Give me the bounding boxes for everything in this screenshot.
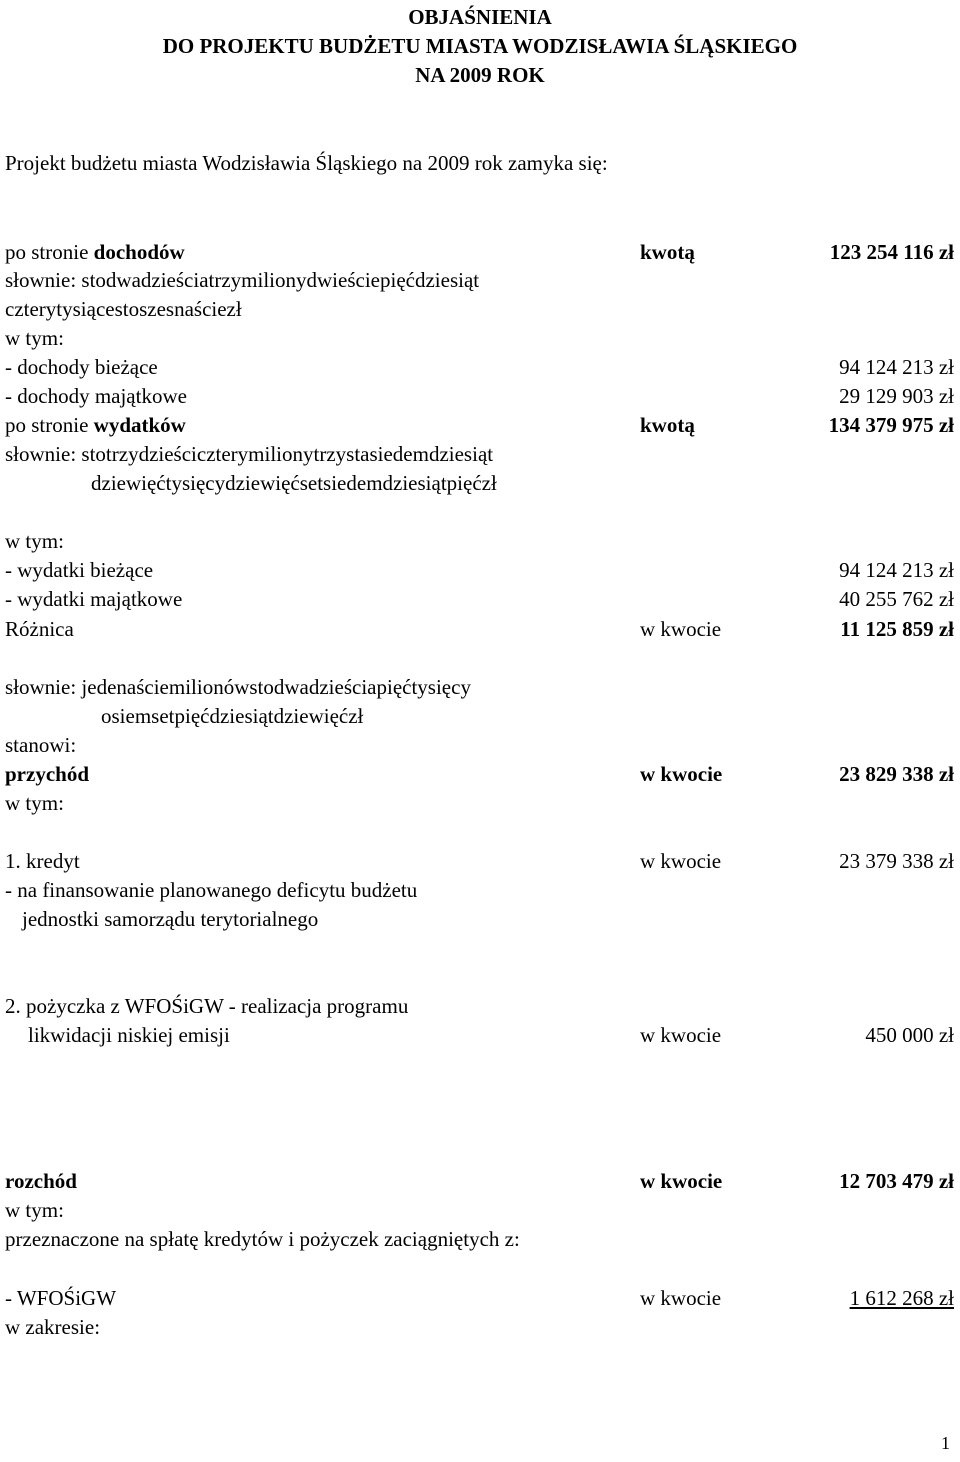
pozyczka-line1: 2. pożyczka z WFOŚiGW - realizacja programu bbox=[5, 994, 409, 1018]
wydatki-biezace-amount: 94 124 213 zł bbox=[839, 558, 954, 582]
roznica-label: Różnica bbox=[5, 617, 74, 641]
dochody-prefix: po stronie bbox=[5, 240, 89, 264]
rozchod-kw: w kwocie bbox=[640, 1169, 723, 1193]
roznica-slownie-line2: osiemsetpięćdziesiątdziewięćzł bbox=[101, 704, 364, 728]
wydatki-majatkowe-label: - wydatki majątkowe bbox=[5, 587, 183, 611]
pozyczka-amount: 450 000 zł bbox=[865, 1023, 954, 1047]
rozchod-label: rozchód bbox=[5, 1169, 77, 1193]
roznica-slownie-line1: słownie: jedenaściemilionówstodwadzieściapięćtysięcy bbox=[5, 675, 471, 699]
wydatki-prefix: po stronie bbox=[5, 413, 89, 437]
title-line-1: OBJAŚNIENIA bbox=[408, 5, 552, 29]
intro-text: Projekt budżetu miasta Wodzisławia Śląskiego na 2009 rok zamyka się: bbox=[5, 151, 608, 175]
wfos-label: - WFOŚiGW bbox=[5, 1286, 117, 1310]
rozchod-w-tym: w tym: bbox=[5, 1198, 64, 1222]
pozyczka-line2: likwidacji niskiej emisji bbox=[28, 1023, 230, 1047]
w-zakresie: w zakresie: bbox=[5, 1315, 101, 1339]
dochody-slownie-line1: słownie: stodwadzieściatrzymilionydwieściepięćdziesiąt bbox=[5, 268, 480, 292]
wydatki-w-tym: w tym: bbox=[5, 529, 64, 553]
wydatki-label bbox=[5, 415, 186, 436]
dochody-kwota: kwotą bbox=[640, 240, 695, 264]
pozyczka-kw: w kwocie bbox=[640, 1023, 722, 1047]
wydatki-word: wydatków bbox=[93, 413, 186, 437]
dochody-label bbox=[5, 242, 185, 263]
przychod-kw: w kwocie bbox=[640, 762, 723, 786]
dochody-biezace-amount: 94 124 213 zł bbox=[839, 355, 954, 379]
dochody-amount: 123 254 116 zł bbox=[829, 240, 954, 264]
roznica-amount: 11 125 859 zł bbox=[840, 617, 954, 641]
wydatki-amount: 134 379 975 zł bbox=[828, 413, 954, 437]
kredyt-kw: w kwocie bbox=[640, 849, 722, 873]
wfos-amount: 1 612 268 zł bbox=[849, 1286, 954, 1310]
roznica-stanowi: stanowi: bbox=[5, 733, 77, 757]
kredyt-desc-line2: jednostki samorządu terytorialnego bbox=[22, 907, 319, 931]
dochody-biezace-label: - dochody bieżące bbox=[5, 355, 158, 379]
title-line-3: NA 2009 ROK bbox=[415, 63, 545, 87]
wfos-kw: w kwocie bbox=[640, 1286, 722, 1310]
przychod-amount: 23 829 338 zł bbox=[839, 762, 954, 786]
dochody-w-tym: w tym: bbox=[5, 326, 64, 350]
kredyt-desc-line1: - na finansowanie planowanego deficytu budżetu bbox=[5, 878, 418, 902]
rozchod-przeznaczone: przeznaczone na spłatę kredytów i pożyczek zaciągniętych z: bbox=[5, 1227, 520, 1251]
rozchod-amount: 12 703 479 zł bbox=[839, 1169, 954, 1193]
dochody-majatkowe-amount: 29 129 903 zł bbox=[839, 384, 954, 408]
przychod-w-tym: w tym: bbox=[5, 791, 64, 815]
title-line-2: DO PROJEKTU BUDŻETU MIASTA WODZISŁAWIA ŚLĄSKIEGO bbox=[162, 34, 798, 58]
page-number: 1 bbox=[941, 1433, 950, 1453]
dochody-word: dochodów bbox=[93, 240, 185, 264]
kredyt-label: 1. kredyt bbox=[5, 849, 80, 873]
wydatki-slownie-line2: dziewięćtysięcydziewięćsetsiedemdziesiątpięćzł bbox=[91, 471, 497, 495]
roznica-kw: w kwocie bbox=[640, 617, 722, 641]
dochody-slownie-line2: czterytysiącestoszesnaściezł bbox=[5, 297, 242, 321]
wydatki-majatkowe-amount: 40 255 762 zł bbox=[839, 587, 954, 611]
przychod-label: przychód bbox=[5, 762, 89, 786]
wydatki-biezace-label: - wydatki bieżące bbox=[5, 558, 154, 582]
dochody-majatkowe-label: - dochody majątkowe bbox=[5, 384, 187, 408]
wydatki-kwota: kwotą bbox=[640, 413, 695, 437]
kredyt-amount: 23 379 338 zł bbox=[839, 849, 954, 873]
wydatki-slownie-line1: słownie: stotrzydzieściczterymilionytrzystasiedemdziesiąt bbox=[5, 442, 494, 466]
